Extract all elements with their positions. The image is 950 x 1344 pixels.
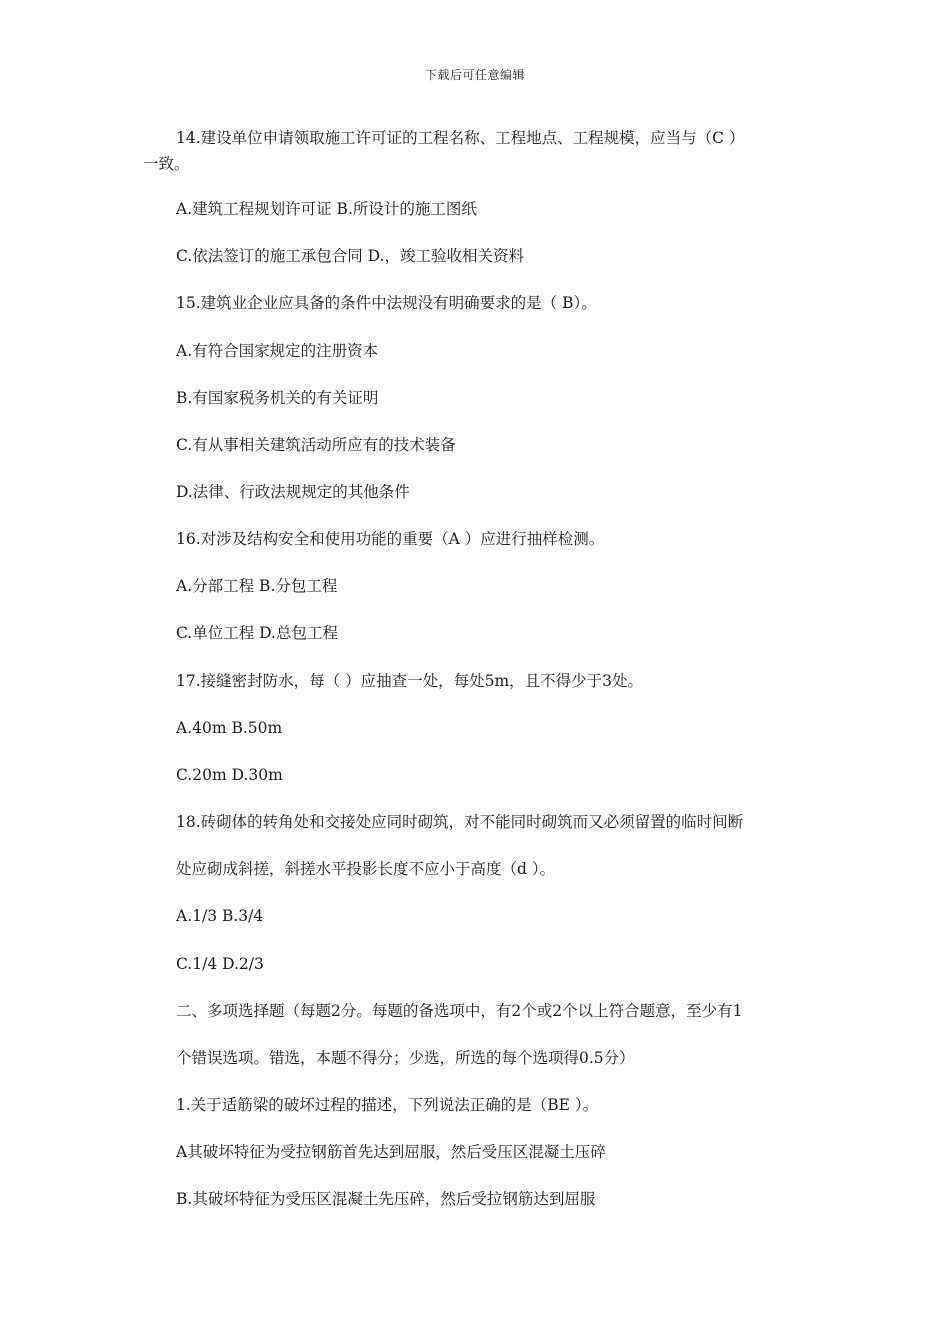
- q17-options-ab: A.40m B.50m: [176, 719, 283, 737]
- q18-stem: 18.砖砌体的转角处和交接处应同时砌筑，对不能同时砌筑而又必须留置的临时间断: [176, 813, 744, 831]
- q18-options-ab: A.1/3 B.3/4: [176, 907, 264, 925]
- q18-stem-cont: 处应砌成斜搓，斜搓水平投影长度不应小于高度（d ）。: [176, 860, 556, 878]
- q16-options-ab: A.分部工程 B.分包工程: [176, 577, 338, 595]
- mq1-option-a: A其破坏特征为受拉钢筋首先达到屈服，然后受压区混凝土压碎: [176, 1143, 606, 1161]
- q14-stem-cont: 一致。: [143, 155, 190, 173]
- q15-stem: 15.建筑业企业应具备的条件中法规没有明确要求的是（ B）。: [176, 294, 597, 312]
- q14-options-ab: A.建筑工程规划许可证 B.所设计的施工图纸: [176, 200, 477, 218]
- mq1-stem: 1.关于适筋梁的破坏过程的描述，下列说法正确的是（BE ）。: [176, 1096, 599, 1114]
- q18-options-cd: C.1/4 D.2/3: [176, 955, 264, 973]
- q17-stem: 17.接缝密封防水，每（ ）应抽查一处，每处5m，且不得少于3处。: [176, 672, 644, 690]
- q14-options-cd: C.依法签订的施工承包合同 D.，竣工验收相关资料: [176, 247, 524, 265]
- q16-options-cd: C.单位工程 D.总包工程: [176, 624, 338, 642]
- q15-option-d: D.法律、行政法规规定的其他条件: [176, 483, 410, 501]
- section2-heading: 二、多项选择题（每题2分。每题的备选项中，有2个或2个以上符合题意，至少有1: [176, 1002, 743, 1020]
- mq1-option-b: B.其破坏特征为受压区混凝土先压碎，然后受拉钢筋达到屈服: [176, 1190, 596, 1208]
- q14-stem: 14.建设单位申请领取施工许可证的工程名称、工程地点、工程规模，应当与（C ）: [176, 129, 745, 147]
- page-header: 下载后可任意编辑: [424, 68, 525, 82]
- q15-option-c: C.有从事相关建筑活动所应有的技术装备: [176, 436, 456, 454]
- q15-option-b: B.有国家税务机关的有关证明: [176, 389, 379, 407]
- q15-option-a: A.有符合国家规定的注册资本: [176, 342, 379, 360]
- q16-stem: 16.对涉及结构安全和使用功能的重要（A ）应进行抽样检测。: [176, 530, 605, 548]
- section2-heading-cont: 个错误选项。错选，本题不得分；少选，所选的每个选项得0.5分）: [176, 1049, 635, 1067]
- q17-options-cd: C.20m D.30m: [176, 766, 283, 784]
